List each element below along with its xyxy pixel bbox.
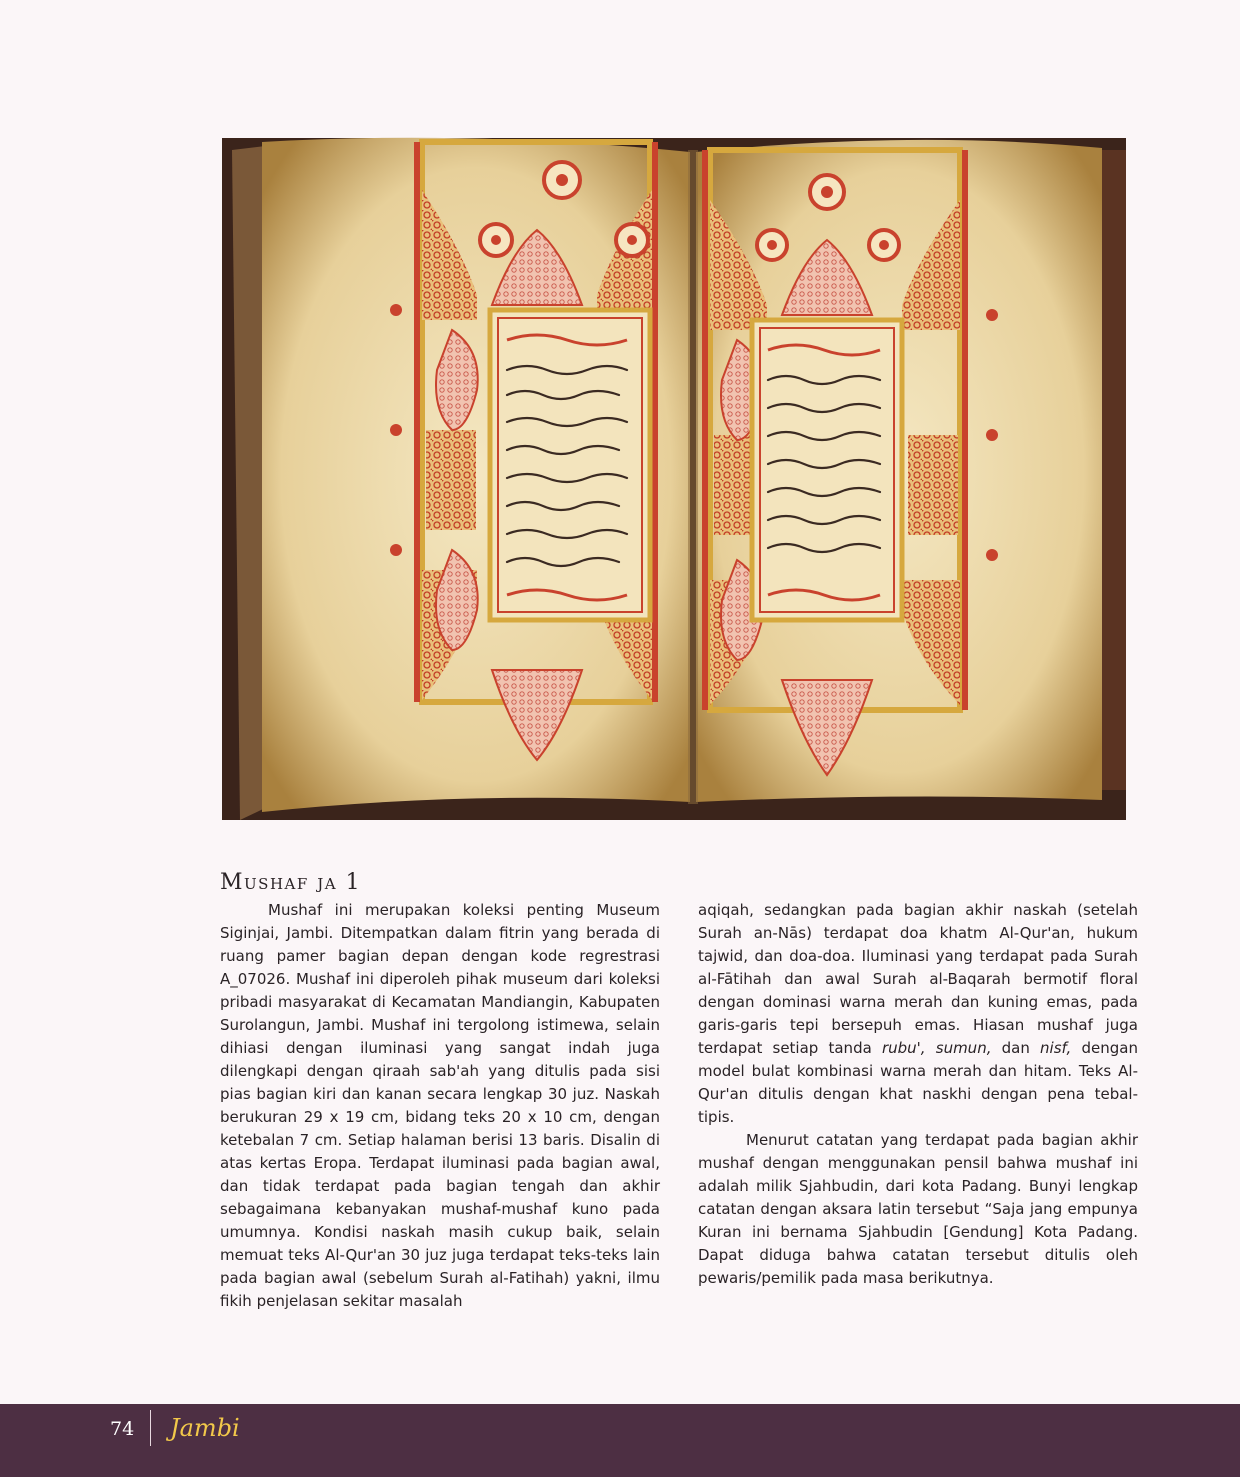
text-run: dan	[991, 1039, 1041, 1057]
manuscript-illustration	[222, 130, 1126, 820]
page-number: 74	[110, 1418, 135, 1440]
text-run: dengan model bulat kombinasi warna merah dan hitam. Teks Al-Qur'an ditulis dengan khat naskhi dengan pena tebal-tipis.	[698, 1039, 1138, 1126]
left-text-column	[220, 899, 660, 1313]
running-title: Jambi	[170, 1414, 240, 1442]
paragraph	[698, 899, 1138, 1129]
italic-term: nisf,	[1040, 1039, 1072, 1057]
italic-term: rubu',	[881, 1039, 926, 1057]
article-title: Mushaf ja 1	[220, 870, 362, 895]
text-run: aqiqah, sedangkan pada bagian akhir naskah (setelah Surah an-Nās) terdapat doa khatm Al-Qur'an, hukum tajwid, dan doa-doa. Iluminasi yang terdapat pada Surah al-Fātihah dan awal Surah al-Baqarah bermotif floral dengan dominasi warna merah dan kuning emas, pada garis-garis tepi bersepuh emas. Hiasan mushaf juga terdapat setiap tanda	[698, 901, 1138, 1057]
right-text-column	[698, 899, 1138, 1290]
paragraph: Mushaf ini merupakan koleksi penting Museum Siginjai, Jambi. Ditempatkan dalam fitrin yang berada di ruang pamer bagian depan dengan kode regrestrasi A_07026. Mushaf ini diperoleh pihak museum dari koleksi pribadi masyarakat di Kecamatan Mandiangin, Kabupaten Surolangun, Jambi. Mushaf ini tergolong istimewa, selain dihiasi dengan iluminasi yang sangat indah juga dilengkapi dengan qiraah sab'ah yang ditulis pada sisi pias bagian kiri dan kanan secara lengkap 30 juz. Naskah berukuran 29 x 19 cm, bidang teks 20 x 10 cm, dengan ketebalan 7 cm. Setiap halaman berisi 13 baris. Disalin di atas kertas Eropa. Terdapat iluminasi pada bagian awal, dan tidak terdapat pada bagian tengah dan akhir sebagaimana kebanyakan mushaf-mushaf kuno pada umumnya. Kondisi naskah masih cukup baik, selain memuat teks Al-Qur'an 30 juz juga terdapat teks-teks lain pada bagian awal (sebelum Surah al-Fatihah) yakni, ilmu fikih penjelasan sekitar masalah	[220, 901, 660, 1310]
paragraph: Menurut catatan yang terdapat pada bagian akhir mushaf dengan menggunakan pensil bahwa mushaf ini adalah milik Sjahbudin, dari kota Padang. Bunyi lengkap catatan dengan aksara latin tersebut “Saja jang empunya Kuran ini bernama Sjahbudin [Gendung] Kota Padang. Dapat diduga bahwa catatan tersebut ditulis oleh pewaris/pemilik pada masa berikutnya.	[698, 1131, 1138, 1287]
italic-term: sumun,	[935, 1039, 992, 1057]
footer-divider	[150, 1410, 151, 1446]
manuscript-photo	[222, 130, 1126, 820]
